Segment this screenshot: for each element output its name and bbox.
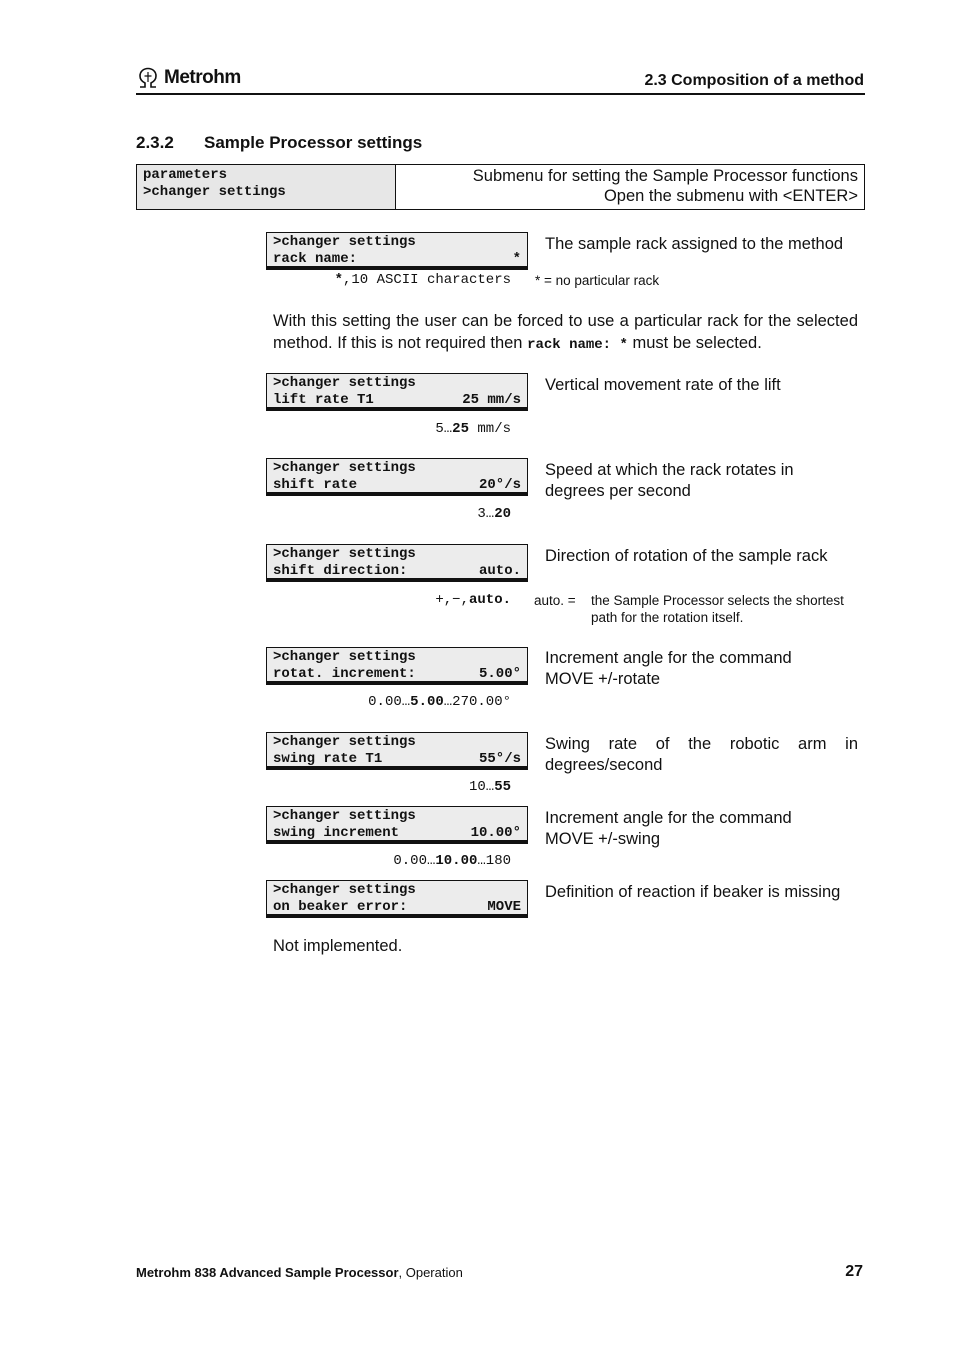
intro-display-line2: >changer settings	[143, 184, 286, 200]
lcd-line1-text: >changer settings	[273, 375, 416, 391]
lcd-line2	[273, 751, 521, 768]
lcd-label: rack name:	[273, 251, 358, 267]
running-header: 2.3 Composition of a method	[644, 72, 864, 89]
range-unit: mm/s	[468, 421, 511, 437]
lcd-line1-text: >changer settings	[273, 808, 416, 824]
intro-description-line2: Open the submenu with <ENTER>	[603, 187, 858, 205]
lcd-line1	[273, 546, 521, 563]
note-rack-name: * = no particular rack	[535, 273, 660, 288]
lcd-swing-rate	[266, 732, 528, 770]
lcd-line1	[273, 882, 521, 899]
lcd-value: 20°/s	[478, 477, 521, 493]
range-shift-direction	[435, 592, 511, 608]
lcd-line1	[273, 460, 521, 477]
lcd-line2	[273, 392, 521, 409]
intro-description	[396, 165, 864, 209]
range-swing-rate	[469, 779, 511, 795]
lcd-lift-rate	[266, 373, 528, 411]
range-min: 0.00…	[368, 694, 411, 710]
lcd-line2	[273, 899, 521, 916]
section-title: Sample Processor settings	[204, 133, 423, 152]
intro-display-line1: parameters	[143, 167, 228, 183]
lcd-rack-name	[266, 232, 528, 270]
range-options: +,−,	[435, 592, 469, 608]
header-rule	[136, 93, 865, 95]
footer-product	[136, 1265, 463, 1280]
range-default: *	[334, 272, 343, 288]
note-key: auto. =	[534, 593, 576, 608]
lcd-label: rotat. increment:	[273, 666, 416, 682]
lcd-value: 10.00°	[470, 825, 521, 841]
omega-logo-icon	[136, 67, 160, 89]
intro-table	[136, 164, 865, 210]
desc-swing-rate: Swing rate of the robotic arm in degrees/second	[545, 735, 858, 774]
range-default: 5.00	[410, 694, 444, 710]
desc-lift-rate: Vertical movement rate of the lift	[545, 376, 781, 394]
lcd-line2	[273, 666, 521, 683]
lcd-line1-text: >changer settings	[273, 734, 416, 750]
lcd-value: MOVE	[487, 899, 521, 915]
lcd-line2	[273, 477, 521, 494]
section-number: 2.3.2	[136, 133, 174, 152]
range-shift-rate	[477, 506, 511, 522]
desc-shift-rate: Speed at which the rack rotates in degrees per second	[545, 461, 794, 500]
range-min: 10…	[468, 779, 495, 795]
desc-rack-name: The sample rack assigned to the method	[545, 235, 844, 253]
lcd-shift-rate	[266, 458, 528, 496]
lcd-rotat-increment	[266, 647, 528, 685]
range-max: …270.00°	[443, 694, 511, 710]
not-implemented-note: Not implemented.	[273, 937, 403, 955]
paragraph-code: rack name: *	[527, 337, 628, 353]
desc-shift-direction: Direction of rotation of the sample rack	[545, 547, 828, 565]
lcd-label: shift direction:	[273, 563, 408, 579]
rack-paragraph	[273, 310, 858, 356]
lcd-line2	[273, 251, 521, 268]
lcd-value: auto.	[478, 563, 521, 579]
range-default: 25	[452, 421, 469, 437]
section-heading	[136, 133, 422, 153]
lcd-label: shift rate	[273, 477, 358, 493]
lcd-line1-text: >changer settings	[273, 546, 416, 562]
paragraph-text-end: must be selected.	[627, 334, 762, 352]
range-min: 5…	[435, 421, 453, 437]
lcd-line1-text: >changer settings	[273, 882, 416, 898]
lcd-label: swing increment	[273, 825, 400, 841]
lcd-line1	[273, 734, 521, 751]
lcd-line2	[273, 825, 521, 842]
range-lift-rate	[435, 421, 511, 437]
lcd-value: 5.00°	[478, 666, 521, 682]
footer-suffix: , Operation	[398, 1265, 463, 1280]
range-default: auto.	[468, 592, 511, 608]
range-rotat-increment	[368, 694, 511, 710]
range-min: 0.00…	[393, 853, 436, 869]
lcd-line1-text: >changer settings	[273, 649, 416, 665]
lcd-value: 25 mm/s	[462, 392, 521, 408]
lcd-line1	[273, 808, 521, 825]
lcd-on-beaker-error	[266, 880, 528, 918]
footer-product-name: Metrohm 838 Advanced Sample Processor	[136, 1265, 399, 1280]
lcd-line1	[273, 234, 521, 251]
brand-name: Metrohm	[164, 67, 241, 88]
range-default: 20	[494, 506, 511, 522]
paragraph-text: With this setting the user can be forced to use a particular rack for the selected method. If this is not required then	[273, 312, 858, 352]
note-shift-direction: the Sample Processor selects the shortest path for the rotation itself.	[591, 593, 844, 625]
page-number: 27	[845, 1263, 863, 1280]
lcd-label: on beaker error:	[273, 899, 408, 915]
lcd-label: swing rate T1	[273, 751, 383, 767]
range-rack-name	[335, 272, 511, 288]
desc-on-beaker-error: Definition of reaction if beaker is missing	[545, 883, 841, 901]
range-default: 10.00	[435, 853, 478, 869]
lcd-value: *	[512, 251, 521, 267]
intro-description-line1: Submenu for setting the Sample Processor functions	[472, 167, 858, 185]
lcd-line1	[273, 649, 521, 666]
lcd-label: lift rate T1	[273, 392, 374, 408]
range-default: 55	[494, 779, 511, 795]
lcd-line1-text: >changer settings	[273, 460, 416, 476]
intro-display	[137, 165, 396, 209]
range-min: 3…	[477, 506, 495, 522]
lcd-value: 55°/s	[478, 751, 521, 767]
lcd-line2	[273, 563, 521, 580]
lcd-line1-text: >changer settings	[273, 234, 416, 250]
metrohm-logo	[136, 66, 241, 90]
desc-rotat-increment: Increment angle for the command MOVE +/-rotate	[545, 649, 792, 688]
lcd-swing-increment	[266, 806, 528, 844]
lcd-shift-direction	[266, 544, 528, 582]
range-max: …180	[477, 853, 511, 869]
desc-swing-increment: Increment angle for the command MOVE +/-swing	[545, 809, 792, 848]
lcd-line1	[273, 375, 521, 392]
range-text: ,10 ASCII characters	[342, 272, 511, 288]
range-swing-increment	[393, 853, 511, 869]
